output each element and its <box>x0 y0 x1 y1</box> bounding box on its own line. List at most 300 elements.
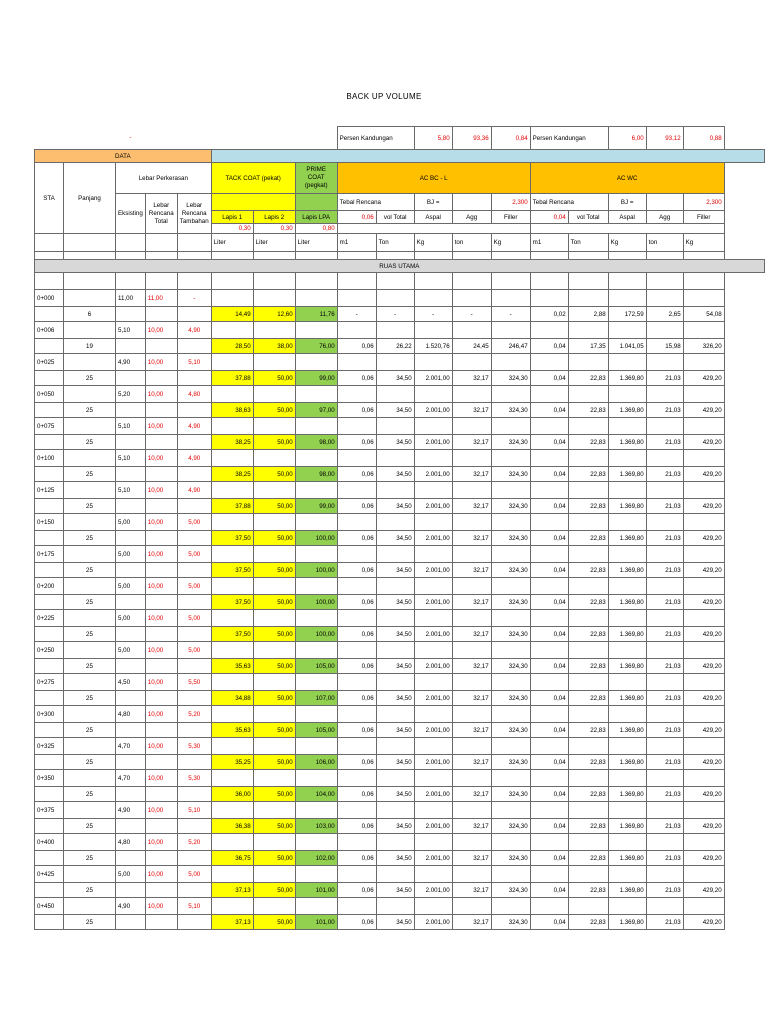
empty-cell <box>414 770 452 787</box>
sta-cell: 0+200 <box>35 578 64 595</box>
eksisting-cell: 5,10 <box>116 482 146 499</box>
empty-cell <box>253 290 295 307</box>
acbc-cell: - <box>452 307 491 322</box>
margin-cell <box>724 482 764 499</box>
acbc-vol-total-header: vol Total <box>376 211 414 224</box>
empty-cell <box>337 834 376 851</box>
empty-cell <box>253 674 295 691</box>
empty-cell <box>295 738 337 755</box>
acwc-cell: 0,04 <box>530 371 568 386</box>
acbc-cell: 34,50 <box>376 819 414 834</box>
segment-row <box>35 851 765 866</box>
empty-cell <box>295 834 337 851</box>
acbc-cell: 0,06 <box>337 467 376 482</box>
empty-cell <box>376 738 414 755</box>
lebar-tambahan-cell <box>177 787 211 802</box>
data-header-row <box>35 150 765 163</box>
empty-cell <box>530 354 568 371</box>
empty-cell <box>452 514 491 531</box>
tack-coat-lapis1-cell: 36,00 <box>211 787 253 802</box>
sta-cell: 0+275 <box>35 674 64 691</box>
acwc-cell: 1.369,80 <box>608 499 646 514</box>
empty-cell <box>530 706 568 723</box>
acbc-cell: 0,06 <box>337 499 376 514</box>
lebar-tambahan-cell: 5,50 <box>177 674 211 691</box>
empty-cell <box>568 322 608 339</box>
eksisting-cell: 4,90 <box>116 802 146 819</box>
empty-cell <box>452 898 491 915</box>
segment-row <box>35 595 765 610</box>
acbc-cell: 2.001,00 <box>414 467 452 482</box>
acbc-cell: 32,17 <box>452 883 491 898</box>
lebar-total-cell: 10,00 <box>145 642 177 659</box>
sta-cell: 0+400 <box>35 834 64 851</box>
empty-cell <box>530 610 568 627</box>
lebar-tambahan-cell: - <box>177 290 211 307</box>
acbc-cell: 0,06 <box>337 339 376 354</box>
acbc-cell: 246,47 <box>491 339 530 354</box>
empty-cell <box>530 418 568 435</box>
margin-cell <box>724 307 764 322</box>
acwc-unit-aspal: Kg <box>608 234 646 252</box>
acbc-cell: 32,17 <box>452 435 491 450</box>
empty-cell <box>568 354 608 371</box>
acwc-persen-aspal: 6,00 <box>608 127 646 150</box>
acbc-l-header: AC BC - L <box>337 163 530 194</box>
empty-cell <box>530 290 568 307</box>
acbc-cell: 2.001,00 <box>414 915 452 930</box>
acwc-cell: 21,03 <box>646 531 683 546</box>
empty-cell <box>683 290 724 307</box>
empty-cell <box>337 802 376 819</box>
empty-cell <box>337 322 376 339</box>
tack-coat-lapis2-cell: 50,00 <box>253 627 295 642</box>
acbc-cell: 34,50 <box>376 403 414 418</box>
lapis2-value: 0,30 <box>253 224 295 234</box>
acbc-tebal-value: 0,06 <box>337 211 376 224</box>
acbc-unit-agg: ton <box>452 234 491 252</box>
empty-cell <box>608 898 646 915</box>
lebar-total-cell: 10,00 <box>145 482 177 499</box>
empty-cell <box>452 770 491 787</box>
panjang-cell <box>64 770 116 787</box>
acbc-cell: 0,06 <box>337 531 376 546</box>
lebar-total-cell: 10,00 <box>145 514 177 531</box>
acwc-cell: 21,03 <box>646 403 683 418</box>
margin-cell <box>724 403 764 418</box>
acwc-cell: 429,20 <box>683 595 724 610</box>
empty-cell <box>211 770 253 787</box>
empty-cell <box>337 674 376 691</box>
acbc-cell: 32,17 <box>452 691 491 706</box>
empty-cell <box>530 802 568 819</box>
empty-cell <box>211 514 253 531</box>
segment-row <box>35 499 765 514</box>
acbc-cell: 2.001,00 <box>414 691 452 706</box>
lebar-tambahan-cell <box>177 659 211 674</box>
empty-cell <box>491 290 530 307</box>
margin-cell <box>724 354 764 371</box>
panjang-cell: 25 <box>64 691 116 706</box>
empty-cell <box>646 290 683 307</box>
units-row <box>35 234 765 252</box>
panjang-cell: 25 <box>64 435 116 450</box>
empty-cell <box>491 674 530 691</box>
lebar-tambahan-cell <box>177 819 211 834</box>
empty-cell <box>683 514 724 531</box>
panjang-cell: 25 <box>64 819 116 834</box>
acwc-cell: 326,20 <box>683 339 724 354</box>
eksisting-cell: 5,20 <box>116 386 146 403</box>
tack-coat-lapis1-cell: 35,63 <box>211 659 253 674</box>
acbc-cell: 34,50 <box>376 915 414 930</box>
empty-cell <box>211 546 253 563</box>
acwc-cell: 0,04 <box>530 627 568 642</box>
eksisting-cell <box>116 755 146 770</box>
acwc-cell: 22,83 <box>568 851 608 866</box>
panjang-cell: 25 <box>64 467 116 482</box>
empty-cell <box>683 418 724 435</box>
lebar-total-cell <box>145 499 177 514</box>
acwc-unit-tebal: m1 <box>530 234 568 252</box>
prime-coat-lpa-cell: 106,00 <box>295 755 337 770</box>
acwc-cell: 22,83 <box>568 563 608 578</box>
empty-cell <box>295 770 337 787</box>
empty-cell <box>414 386 452 403</box>
sta-cell <box>35 915 64 930</box>
tack-coat-lapis1-cell: 37,50 <box>211 595 253 610</box>
sta-cell: 0+050 <box>35 386 64 403</box>
acwc-cell: 22,83 <box>568 787 608 802</box>
acwc-aspal-header: Aspal <box>608 211 646 224</box>
empty-cell <box>646 674 683 691</box>
lebar-tambahan-cell <box>177 307 211 322</box>
margin-cell <box>724 802 764 819</box>
lebar-tambahan-cell <box>177 723 211 738</box>
lebar-total-cell: 10,00 <box>145 802 177 819</box>
acbc-cell: 32,17 <box>452 563 491 578</box>
acwc-cell: 429,20 <box>683 467 724 482</box>
segment-row <box>35 659 765 674</box>
acbc-cell: 34,50 <box>376 467 414 482</box>
sta-row <box>35 290 765 307</box>
empty-cell <box>608 770 646 787</box>
empty-cell <box>414 514 452 531</box>
empty-cell <box>414 322 452 339</box>
empty-cell <box>414 706 452 723</box>
tack-coat-lapis2-cell: 50,00 <box>253 819 295 834</box>
acwc-cell: 22,83 <box>568 883 608 898</box>
acwc-vol-total-header: vol Total <box>568 211 608 224</box>
sta-row <box>35 674 765 691</box>
tack-coat-lapis1-cell: 37,50 <box>211 627 253 642</box>
lebar-tambahan-cell <box>177 435 211 450</box>
empty-cell <box>530 834 568 851</box>
tack-coat-lapis2-cell: 38,00 <box>253 339 295 354</box>
segment-row <box>35 627 765 642</box>
acwc-cell: 22,83 <box>568 723 608 738</box>
empty-cell <box>683 386 724 403</box>
empty-cell <box>337 706 376 723</box>
empty-cell <box>452 642 491 659</box>
empty-cell <box>253 738 295 755</box>
lebar-tambahan-cell <box>177 467 211 482</box>
empty-cell <box>376 290 414 307</box>
acbc-cell: 32,17 <box>452 467 491 482</box>
sta-row <box>35 834 765 851</box>
acbc-cell: 0,06 <box>337 371 376 386</box>
acbc-cell: 32,17 <box>452 723 491 738</box>
sta-cell: 0+025 <box>35 354 64 371</box>
acbc-cell: 0,06 <box>337 563 376 578</box>
margin-cell <box>724 418 764 435</box>
acwc-cell: 429,20 <box>683 723 724 738</box>
lebar-total-cell <box>145 851 177 866</box>
empty-cell <box>295 674 337 691</box>
empty-cell <box>530 578 568 595</box>
acwc-cell: 21,03 <box>646 915 683 930</box>
segment-row <box>35 531 765 546</box>
empty-cell <box>414 546 452 563</box>
acbc-cell: 0,06 <box>337 883 376 898</box>
empty-cell <box>414 290 452 307</box>
panjang-cell <box>64 450 116 467</box>
panjang-cell <box>64 514 116 531</box>
margin-cell <box>724 514 764 531</box>
empty-cell <box>608 354 646 371</box>
eksisting-cell <box>116 339 146 354</box>
empty-cell <box>414 354 452 371</box>
margin-cell <box>724 659 764 674</box>
sta-row <box>35 418 765 435</box>
empty-cell <box>452 674 491 691</box>
acbc-cell: 0,06 <box>337 595 376 610</box>
acwc-persen-agg: 93,12 <box>646 127 683 150</box>
empty-cell <box>452 738 491 755</box>
acwc-unit-vol: Ton <box>568 234 608 252</box>
lebar-total-cell: 10,00 <box>145 610 177 627</box>
acwc-cell: 0,04 <box>530 403 568 418</box>
acbc-cell: 0,06 <box>337 755 376 770</box>
panjang-cell <box>64 866 116 883</box>
empty-cell <box>211 802 253 819</box>
acwc-cell: 1.369,80 <box>608 723 646 738</box>
data-header: DATA <box>35 150 212 163</box>
empty-cell <box>253 322 295 339</box>
lebar-total-cell <box>145 467 177 482</box>
acwc-cell: 15,98 <box>646 339 683 354</box>
empty-cell <box>253 386 295 403</box>
empty-cell <box>376 674 414 691</box>
acbc-cell: 34,50 <box>376 851 414 866</box>
panjang-cell <box>64 802 116 819</box>
prime-coat-lpa-cell: 101,00 <box>295 915 337 930</box>
tack-coat-lapis1-cell: 35,25 <box>211 755 253 770</box>
acwc-cell: 21,03 <box>646 563 683 578</box>
empty-cell <box>683 578 724 595</box>
acwc-cell: 22,83 <box>568 755 608 770</box>
empty-cell <box>337 482 376 499</box>
empty-cell <box>376 450 414 467</box>
empty-cell <box>646 706 683 723</box>
empty-cell <box>452 450 491 467</box>
lebar-tambahan-cell: 4,90 <box>177 418 211 435</box>
acwc-cell: 0,04 <box>530 723 568 738</box>
empty-cell <box>253 482 295 499</box>
lebar-tambahan-cell: 5,00 <box>177 610 211 627</box>
acbc-cell: 324,30 <box>491 403 530 418</box>
tack-coat-lapis2-cell: 50,00 <box>253 563 295 578</box>
empty-cell <box>491 418 530 435</box>
sta-row <box>35 770 765 787</box>
panjang-cell: 25 <box>64 499 116 514</box>
empty-cell <box>452 482 491 499</box>
segment-row <box>35 755 765 770</box>
prime-coat-lpa-cell: 104,00 <box>295 787 337 802</box>
lebar-total-cell: 10,00 <box>145 418 177 435</box>
empty-cell <box>337 290 376 307</box>
empty-cell <box>491 642 530 659</box>
sta-row <box>35 898 765 915</box>
eksisting-cell: 5,00 <box>116 866 146 883</box>
lebar-tambahan-cell <box>177 755 211 770</box>
empty-cell <box>530 450 568 467</box>
acwc-header: AC WC <box>530 163 724 194</box>
empty-cell <box>295 578 337 595</box>
lebar-total-cell: 10,00 <box>145 898 177 915</box>
lebar-tambahan-cell <box>177 499 211 514</box>
acbc-cell: 324,30 <box>491 755 530 770</box>
lebar-total-cell: 10,00 <box>145 770 177 787</box>
empty-cell <box>452 418 491 435</box>
empty-cell <box>491 738 530 755</box>
acwc-cell: 429,20 <box>683 851 724 866</box>
empty-cell <box>295 482 337 499</box>
panjang-cell: 25 <box>64 563 116 578</box>
acbc-cell: 0,06 <box>337 659 376 674</box>
empty-cell <box>452 802 491 819</box>
margin-cell <box>724 290 764 307</box>
tack-coat-lapis1-cell: 37,13 <box>211 915 253 930</box>
empty-cell <box>211 706 253 723</box>
margin-cell <box>724 834 764 851</box>
empty-cell <box>568 290 608 307</box>
empty-cell <box>608 450 646 467</box>
empty-cell <box>337 642 376 659</box>
empty-cell <box>452 290 491 307</box>
empty-cell <box>452 354 491 371</box>
sta-row <box>35 578 765 595</box>
eksisting-cell: 4,90 <box>116 354 146 371</box>
acwc-cell: 17,35 <box>568 339 608 354</box>
acbc-agg-header: Agg <box>452 211 491 224</box>
empty-cell <box>376 642 414 659</box>
acwc-cell: 22,83 <box>568 403 608 418</box>
margin-cell <box>724 851 764 866</box>
acwc-cell: 22,83 <box>568 531 608 546</box>
empty-cell <box>376 802 414 819</box>
empty-cell <box>211 642 253 659</box>
margin-cell <box>724 371 764 386</box>
acwc-cell: 21,03 <box>646 371 683 386</box>
tack-coat-lapis2-cell: 12,60 <box>253 307 295 322</box>
eksisting-cell <box>116 595 146 610</box>
tack-coat-lapis2-cell: 50,00 <box>253 467 295 482</box>
empty-cell <box>337 610 376 627</box>
acbc-cell: 2.001,00 <box>414 851 452 866</box>
eksisting-cell: 5,00 <box>116 546 146 563</box>
margin-cell <box>724 595 764 610</box>
empty-cell <box>608 834 646 851</box>
lebar-total-cell: 10,00 <box>145 578 177 595</box>
empty-cell <box>376 514 414 531</box>
empty-cell <box>414 482 452 499</box>
acwc-cell: 0,04 <box>530 691 568 706</box>
prime-coat-lpa-cell: 100,00 <box>295 563 337 578</box>
empty-cell <box>568 866 608 883</box>
acbc-cell: - <box>414 307 452 322</box>
acwc-cell: 1.369,80 <box>608 851 646 866</box>
margin-cell <box>724 531 764 546</box>
empty-cell <box>211 386 253 403</box>
empty-cell <box>376 322 414 339</box>
empty-cell <box>376 866 414 883</box>
margin-cell <box>724 706 764 723</box>
lebar-total-cell <box>145 723 177 738</box>
eksisting-cell <box>116 819 146 834</box>
empty-cell <box>452 706 491 723</box>
empty-cell <box>211 866 253 883</box>
empty-cell <box>608 578 646 595</box>
eksisting-cell: 4,70 <box>116 738 146 755</box>
empty-cell <box>683 674 724 691</box>
eksisting-cell <box>116 659 146 674</box>
sta-cell: 0+100 <box>35 450 64 467</box>
segment-row <box>35 915 765 930</box>
acwc-cell: 0,04 <box>530 883 568 898</box>
acwc-cell: 1.369,80 <box>608 531 646 546</box>
segment-row <box>35 883 765 898</box>
lebar-tambahan-cell <box>177 339 211 354</box>
acwc-cell: 21,03 <box>646 691 683 706</box>
empty-cell <box>337 418 376 435</box>
acbc-cell: 324,30 <box>491 467 530 482</box>
lebar-tambahan-cell: 5,00 <box>177 866 211 883</box>
acwc-cell: 429,20 <box>683 755 724 770</box>
empty-cell <box>253 898 295 915</box>
empty-cell <box>608 546 646 563</box>
acbc-cell: 32,17 <box>452 627 491 642</box>
panjang-cell: 25 <box>64 755 116 770</box>
acwc-cell: 1.369,80 <box>608 467 646 482</box>
acwc-cell: 1.369,80 <box>608 435 646 450</box>
margin-cell <box>724 435 764 450</box>
acwc-cell: 1.041,05 <box>608 339 646 354</box>
acwc-cell: 429,20 <box>683 371 724 386</box>
lebar-tambahan-cell <box>177 403 211 418</box>
empty-cell <box>683 706 724 723</box>
acwc-cell: 0,04 <box>530 563 568 578</box>
empty-cell <box>414 802 452 819</box>
acwc-cell: 0,04 <box>530 787 568 802</box>
panjang-cell: 25 <box>64 851 116 866</box>
panjang-cell <box>64 674 116 691</box>
acwc-cell: 22,83 <box>568 499 608 514</box>
panjang-cell <box>64 418 116 435</box>
acbc-cell: 324,30 <box>491 531 530 546</box>
empty-cell <box>530 770 568 787</box>
panjang-cell: 19 <box>64 339 116 354</box>
